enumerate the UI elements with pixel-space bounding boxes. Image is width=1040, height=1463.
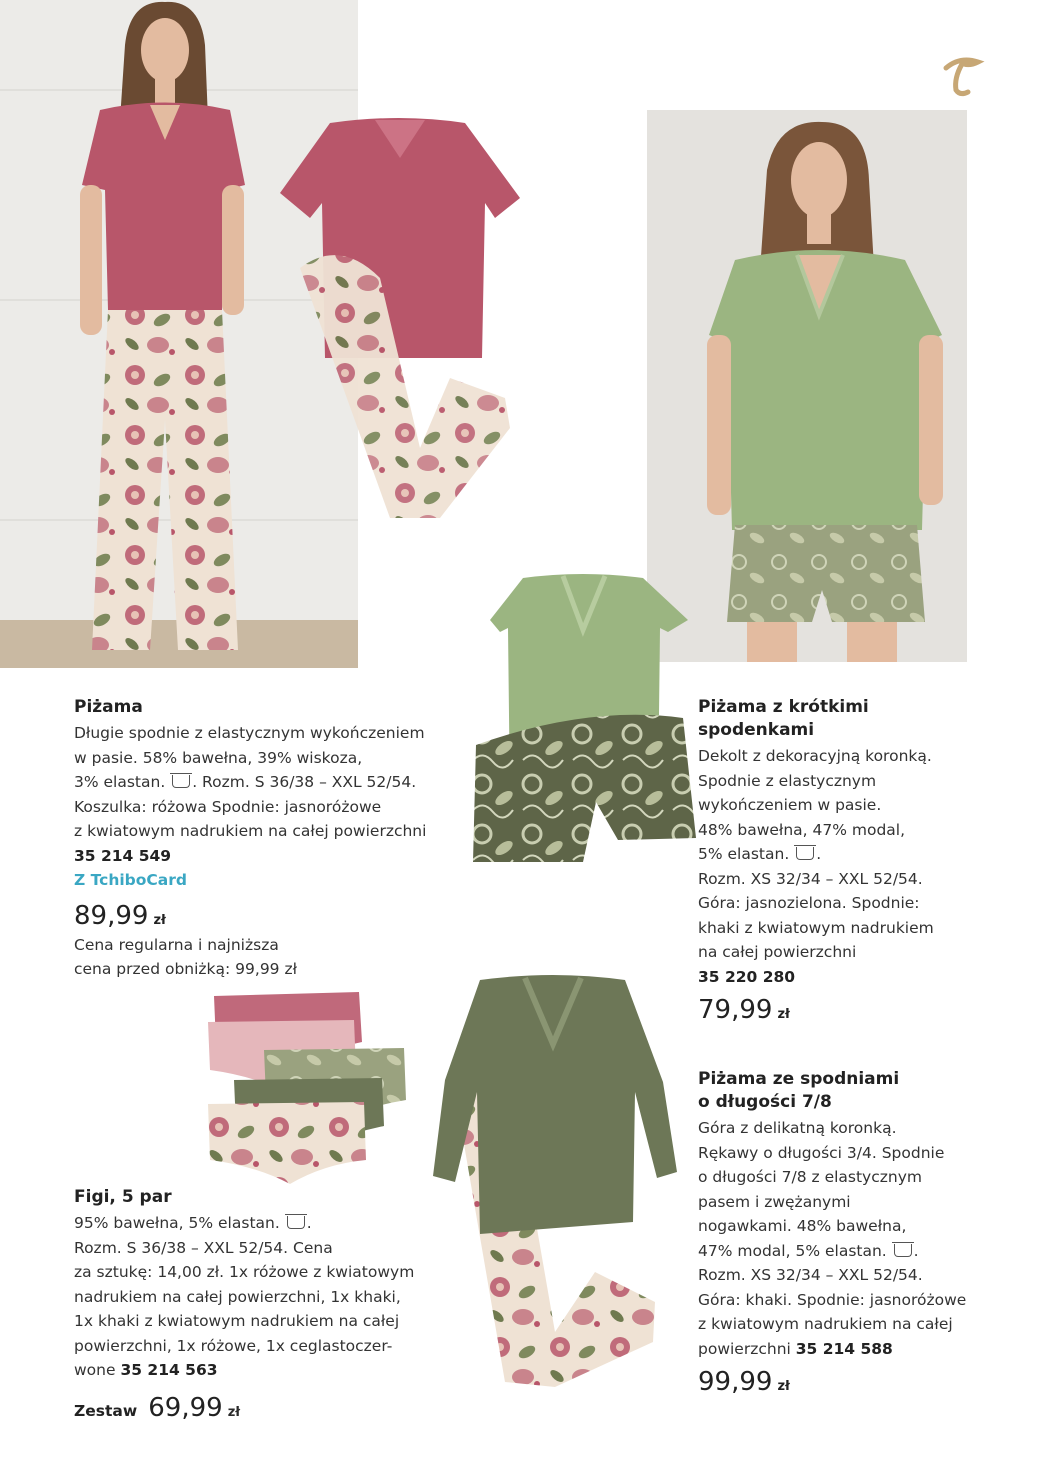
product-desc-line: 47% modal, 5% elastan.	[698, 1241, 887, 1260]
product-pizama-krotka: Piżama z krótkimi spodenkami Dekolt z dekoracyjną koronką. Spodnie z elastycznym wykończeniem w pasie. 48% bawełna, 47% modal, 5% elastan. . Rozm. XS 32/34 – XXL 52/54. Góra: jasnozielona. Spodnie: khaki z kwiatowym nadrukiem na całej powierzchni 35 220 280 79,99 zł	[698, 696, 998, 1025]
product-desc-line: 5% elastan.	[698, 845, 790, 863]
product-desc-line: khaki z kwiatowym nadrukiem	[698, 918, 934, 937]
briefs-5-pack-photo	[204, 992, 412, 1188]
product-desc-line: Góra: khaki. Spodnie: jasnoróżowe	[698, 1290, 967, 1309]
product-desc-line: wone	[74, 1361, 116, 1379]
product-price-row	[74, 901, 464, 931]
product-desc-line: Długie spodnie z elastycznym wykończeniem	[74, 724, 425, 742]
product-sku: 35 220 280	[698, 967, 796, 986]
product-title-line: Piżama z krótkimi	[698, 697, 869, 717]
tchibo-logo-icon	[940, 52, 986, 100]
product-sku: 35 214 549	[74, 846, 172, 865]
wash-care-icon	[287, 1216, 305, 1229]
product-desc-line: 1x khaki z kwiatowym nadrukiem na całej	[74, 1312, 400, 1330]
wash-care-icon	[796, 847, 814, 860]
product-desc-line: z kwiatowym nadrukiem na całej powierzchni	[74, 822, 427, 840]
product-desc-line: Rękawy o długości 3/4. Spodnie	[698, 1143, 945, 1162]
product-desc-line: 3% elastan.	[74, 773, 166, 791]
pink-pajama-flatlay-photo	[270, 118, 530, 538]
product-price: 89,99	[74, 900, 149, 931]
currency: zł	[227, 1404, 241, 1420]
product-pizama-dluga	[74, 696, 464, 982]
product-desc-line: Spodnie z elastycznym	[698, 771, 877, 790]
product-desc-line: Rozm. S 36/38 – XXL 52/54. Cena	[74, 1238, 333, 1257]
product-figi: Figi, 5 par 95% bawełna, 5% elastan. . Rozm. S 36/38 – XXL 52/54. Cena za sztukę: 14,00 zł. 1x różowe z kwiatowym nadrukiem na całej powierzchni, 1x khaki, 1x khaki z kwiatowym nadrukiem na całej powierzchni, 1x różowe, 1x ceglastoczer- wone 35 214 563 Zestaw 69,99 zł	[74, 1186, 474, 1423]
product-title: Figi, 5 par	[74, 1187, 172, 1207]
product-sku: 35 214 588	[795, 1339, 893, 1358]
product-price: 99,99	[698, 1367, 773, 1397]
product-sku: 35 214 563	[120, 1361, 218, 1379]
product-desc-line: Rozm. XS 32/34 – XXL 52/54.	[698, 1266, 923, 1284]
wash-care-icon	[894, 1244, 912, 1257]
product-price: 69,99	[148, 1392, 223, 1423]
price-note-line: cena przed obniżką: 99,99 zł	[74, 960, 298, 978]
currency: zł	[777, 1007, 790, 1022]
currency: zł	[777, 1379, 790, 1394]
product-pizama-78: Piżama ze spodniami o długości 7/8 Góra z delikatną koronką. Rękawy o długości 3/4. Spodnie o długości 7/8 z elastycznym pasem i zwężanymi nogawkami. 48% bawełna, 47% modal, 5% elastan. . Rozm. XS 32/34 – XXL 52/54. Góra: khaki. Spodnie: jasnoróżowe z kwiatowym nadrukiem na całej powierzchni 35 214 588 99,99 zł	[698, 1068, 1018, 1397]
product-desc-line: nadrukiem na całej powierzchni, 1x khaki,	[74, 1287, 401, 1306]
product-desc-line: w pasie. 58% bawełna, 39% wiskoza,	[74, 748, 363, 767]
product-desc-line: . Rozm. S 36/38 – XXL 52/54.	[192, 773, 417, 791]
product-desc-line: Rozm. XS 32/34 – XXL 52/54.	[698, 869, 923, 888]
product-desc-line: 95% bawełna, 5% elastan.	[74, 1214, 280, 1232]
product-desc-line: na całej powierzchni	[698, 943, 857, 961]
product-price: 79,99	[698, 995, 773, 1025]
product-price-row	[698, 995, 998, 1025]
green-shorts-pajama-flatlay-photo	[468, 570, 700, 870]
product-desc-line: powierzchni, 1x różowe, 1x ceglastoczer-	[74, 1336, 393, 1355]
product-desc-line: nogawkami. 48% bawełna,	[698, 1217, 907, 1235]
product-price-row	[698, 1367, 1018, 1397]
product-desc-line: Dekolt z dekoracyjną koronką.	[698, 747, 932, 765]
product-title: Piżama	[74, 697, 143, 717]
tchibocard-label: Z TchiboCard	[74, 871, 188, 889]
product-desc-line: za sztukę: 14,00 zł. 1x różowe z kwiatowym	[74, 1263, 415, 1281]
product-title-line: Piżama ze spodniami	[698, 1069, 900, 1089]
product-desc-line: Koszulka: różowa Spodnie: jasnoróżowe	[74, 797, 382, 816]
product-desc-line: Góra: jasnozielona. Spodnie:	[698, 894, 920, 912]
product-desc-line: o długości 7/8 z elastycznym	[698, 1168, 922, 1186]
product-price-row	[74, 1393, 474, 1423]
product-title-line: spodenkami	[698, 720, 815, 740]
set-label: Zestaw	[74, 1401, 138, 1420]
currency: zł	[153, 912, 166, 928]
product-desc-line: Góra z delikatną koronką.	[698, 1119, 897, 1137]
wash-care-icon	[172, 775, 190, 788]
product-title-line: o długości 7/8	[698, 1092, 832, 1112]
price-note-line: Cena regularna i najniższa	[74, 935, 279, 954]
product-desc-line: wykończeniem w pasie.	[698, 796, 882, 814]
product-desc-line: z kwiatowym nadrukiem na całej	[698, 1315, 953, 1333]
product-desc-line: 48% bawełna, 47% modal,	[698, 820, 906, 839]
product-desc-line: pasem i zwężanymi	[698, 1192, 851, 1211]
product-desc-line: powierzchni	[698, 1339, 791, 1358]
